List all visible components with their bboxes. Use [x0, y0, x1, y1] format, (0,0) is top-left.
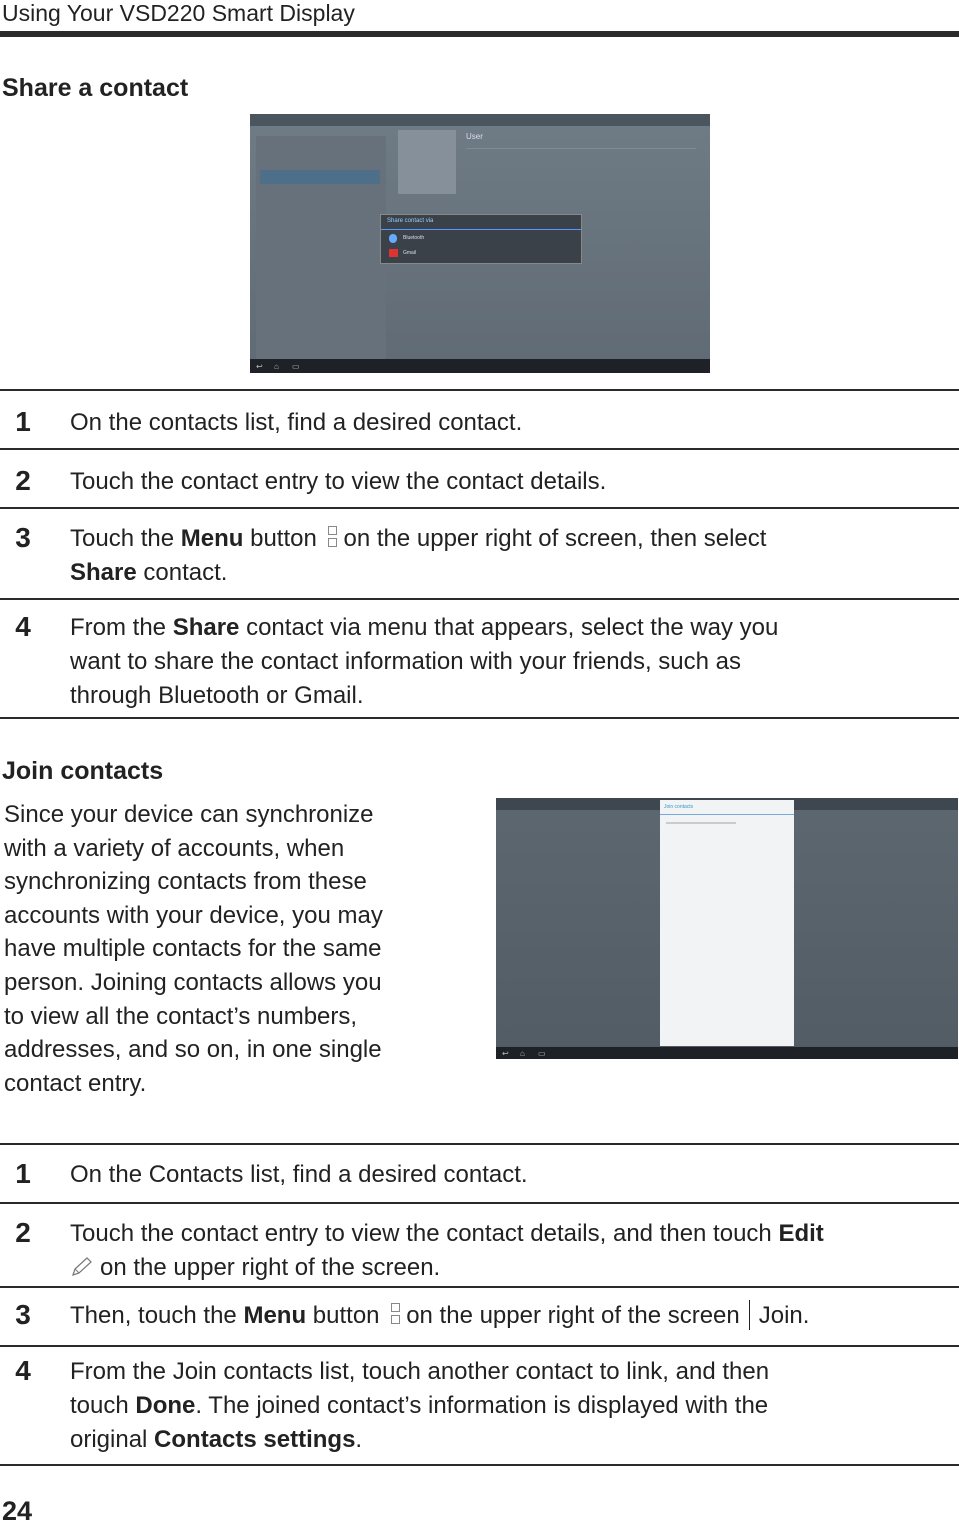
recent-apps-icon[interactable]: ▭ — [538, 1049, 546, 1058]
step-text — [70, 406, 949, 440]
paragraph-line: have multiple contacts for the same — [4, 935, 382, 963]
gmail-icon — [389, 249, 398, 257]
step-text-run: Then, touch the — [70, 1302, 244, 1329]
step-text-run: On the Contacts list, find a desired contact. — [70, 1161, 528, 1188]
bold-term: Menu — [243, 1302, 307, 1329]
gmail-option[interactable] — [387, 248, 567, 260]
step-text-run: on the upper right of the screen — [406, 1302, 740, 1329]
step-text-run: contact via menu that appears, select the way you — [239, 614, 779, 641]
selected-contact-row — [260, 170, 380, 184]
step-text-run: From the Join contacts list, touch another contact to link, and then — [70, 1358, 770, 1385]
share-section-title: Share a contact — [2, 74, 189, 102]
step-text-run: Join. — [758, 1302, 810, 1329]
step-text-run: through Bluetooth or Gmail. — [70, 682, 364, 709]
step-text — [70, 1355, 949, 1457]
step-text-run: button — [306, 1302, 387, 1329]
step-text — [70, 1299, 949, 1333]
step-text-run: Touch the — [70, 525, 181, 552]
back-icon[interactable]: ↩ — [502, 1049, 509, 1058]
gmail-option-label: Gmail — [403, 250, 417, 256]
running-header: Using Your VSD220 Smart Display — [2, 0, 355, 26]
step-row — [0, 1145, 959, 1204]
bold-term: Edit — [778, 1220, 824, 1247]
paragraph-line: synchronizing contacts from these — [4, 868, 367, 896]
user-label: User — [466, 132, 483, 141]
step-text-run: On the contacts list, find a desired contact. — [70, 409, 523, 436]
step-text-run: Touch the contact entry to view the contact details, and then touch — [70, 1220, 779, 1247]
bold-term: Menu — [180, 525, 244, 552]
contact-photo — [398, 130, 456, 194]
step-text-run: button — [243, 525, 324, 552]
step-row — [0, 600, 959, 719]
bluetooth-option-label: Bluetooth — [403, 235, 425, 241]
paragraph-line: to view all the contact’s numbers, — [4, 1002, 358, 1030]
menu-icon — [390, 1301, 400, 1327]
step-number: 4 — [15, 1355, 31, 1386]
menu-icon — [327, 524, 337, 550]
step-row — [0, 1288, 959, 1347]
bluetooth-icon — [389, 234, 397, 243]
share-screenshot — [250, 114, 710, 373]
step-text-run: touch — [70, 1392, 136, 1419]
step-text — [70, 465, 949, 499]
step-row — [0, 509, 959, 600]
step-text — [70, 1217, 949, 1285]
step-text-run: . — [355, 1426, 363, 1453]
step-number: 4 — [15, 611, 31, 642]
home-icon[interactable]: ⌂ — [274, 362, 279, 371]
step-row — [0, 391, 959, 450]
join-dialog-title: Join contacts — [664, 804, 694, 810]
paragraph-line: contact entry. — [4, 1069, 147, 1097]
paragraph-line: with a variety of accounts, when — [4, 834, 345, 862]
step-text-run: Touch the contact entry to view the contact details. — [70, 468, 607, 495]
join-dialog-divider — [660, 814, 794, 815]
step-number: 1 — [15, 406, 31, 437]
step-row — [0, 450, 959, 509]
join-description — [4, 798, 454, 1100]
bold-term: Contacts settings — [154, 1426, 356, 1453]
details-lines — [466, 148, 696, 189]
step-text — [70, 611, 949, 713]
bold-term: Share — [172, 614, 240, 641]
recent-apps-icon[interactable]: ▭ — [292, 362, 300, 371]
step-text-run: From the — [70, 614, 173, 641]
step-text-run: on the upper right of screen, then select — [343, 525, 767, 552]
step-text-run: original — [70, 1426, 155, 1453]
step-text-run: . The joined contact’s information is displayed with the — [195, 1392, 769, 1419]
join-screenshot — [496, 798, 958, 1059]
paragraph-line: accounts with your device, you may — [4, 901, 383, 929]
step-text — [70, 522, 949, 590]
join-steps — [0, 1143, 959, 1466]
step-number: 3 — [15, 522, 31, 553]
step-row — [0, 1347, 959, 1466]
step-text-run: contact. — [136, 559, 228, 586]
paragraph-line: person. Joining contacts allows you — [4, 968, 382, 996]
step-row — [0, 1204, 959, 1288]
step-number: 2 — [15, 465, 31, 496]
step-number: 3 — [15, 1299, 31, 1330]
bluetooth-option[interactable] — [387, 233, 567, 245]
bold-term: Share — [70, 559, 137, 586]
path-separator — [749, 1300, 750, 1330]
join-dialog-line — [666, 822, 736, 824]
bold-term: Done — [135, 1392, 196, 1419]
step-number: 1 — [15, 1158, 31, 1189]
step-number: 2 — [15, 1217, 31, 1248]
navigation-bar — [496, 1047, 958, 1059]
back-icon[interactable]: ↩ — [256, 362, 263, 371]
join-dialog — [660, 800, 794, 1046]
paragraph-line: Since your device can synchronize — [4, 801, 374, 828]
paragraph-line: addresses, and so on, in one single — [4, 1036, 382, 1064]
share-steps — [0, 389, 959, 719]
navigation-bar — [250, 359, 710, 373]
header-rule — [0, 31, 959, 37]
share-dialog — [380, 214, 582, 264]
share-dialog-divider — [381, 229, 581, 230]
share-dialog-title: Share contact via — [387, 218, 434, 224]
join-section-title: Join contacts — [2, 757, 164, 785]
status-bar — [250, 114, 710, 126]
step-text-run: want to share the contact information with your friends, such as — [70, 648, 742, 675]
page-number: 24 — [2, 1496, 33, 1526]
step-text-run: on the upper right of the screen. — [100, 1254, 441, 1281]
step-text — [70, 1158, 949, 1192]
edit-pencil-icon — [70, 1256, 94, 1278]
home-icon[interactable]: ⌂ — [520, 1049, 525, 1058]
contacts-list-pane — [256, 136, 386, 361]
